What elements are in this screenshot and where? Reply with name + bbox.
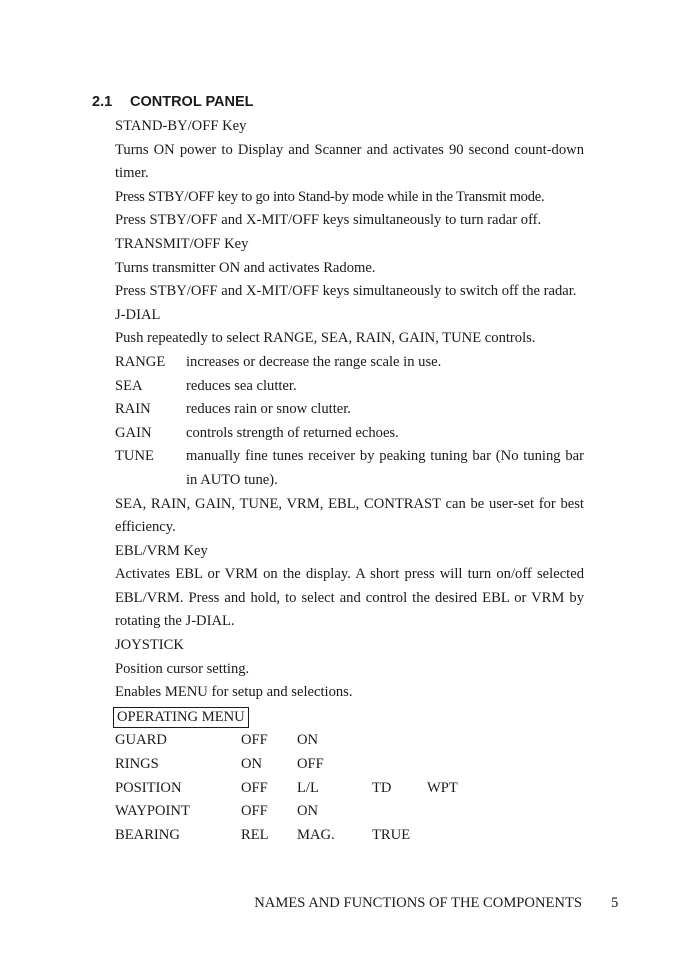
operating-menu-title: OPERATING MENU [113,707,249,728]
control-item [115,445,584,492]
section-number: 2.1 [92,94,113,110]
menu-option: TD [372,779,392,796]
section-title: CONTROL PANEL [130,94,254,110]
menu-option: ON [297,803,319,820]
control-name: RAIN [115,401,151,418]
control-name: TUNE [115,448,154,465]
jdial-heading: J-DIAL [115,306,161,323]
jdial-description: Push repeatedly to select RANGE, SEA, RAIN, GAIN, TUNE controls. [115,330,536,347]
menu-option: ON [297,732,319,749]
control-description: reduces rain or snow clutter. [186,401,351,418]
standby-description: Turns ON power to Display and Scanner and activates 90 second count-down timer. [115,141,584,182]
page-number: 5 [611,895,619,911]
menu-option [372,800,427,824]
transmit-description: Turns transmitter ON and activates Radome. [115,259,376,276]
control-item [115,398,584,422]
control-description: reduces sea clutter. [186,377,297,394]
menu-option [372,753,427,777]
menu-option [372,729,427,753]
ebl-vrm-key-heading: EBL/VRM Key [115,542,208,559]
user-settings-note: SEA, RAIN, GAIN, TUNE, VRM, EBL, CONTRAST can be user-set for best efficiency. [115,495,584,536]
menu-option [427,753,477,777]
control-description: increases or decrease the range scale in use. [186,353,442,370]
standby-instruction: Press STBY/OFF key to go into Stand-by mode while in the Transmit mode. [115,188,545,205]
ebl-vrm-description: Activates EBL or VRM on the display. A short press will turn on/off selected EBL/VRM. Press and hold, to select and control the desired EBL or VRM by rotating the J-DIAL. [115,566,584,630]
control-item [115,422,584,446]
control-list [115,351,584,493]
section-heading [92,92,254,112]
menu-item-name: RINGS [115,756,159,773]
menu-option: OFF [241,732,268,749]
menu-option: OFF [297,756,324,773]
menu-item-name: GUARD [115,732,167,749]
control-item [115,351,584,375]
menu-option: L/L [297,779,319,796]
radar-off-instruction: Press STBY/OFF and X-MIT/OFF keys simultaneously to turn radar off. [115,212,542,229]
joystick-menu-note: Enables MENU for setup and selections. [115,684,353,701]
menu-option [427,729,477,753]
joystick-heading: JOYSTICK [115,637,184,654]
menu-row-position [115,777,584,801]
menu-item-name: POSITION [115,779,182,796]
control-name: SEA [115,377,143,394]
menu-option [427,800,477,824]
control-name: GAIN [115,424,152,441]
control-name: RANGE [115,353,166,370]
menu-option [427,824,477,848]
footer-chapter-title: NAMES AND FUNCTIONS OF THE COMPONENTS [254,895,582,911]
menu-row-rings [115,753,584,777]
operating-menu-table [115,729,584,847]
menu-row-guard [115,729,584,753]
transmit-instruction: Press STBY/OFF and X-MIT/OFF keys simultaneously to switch off the radar. [115,283,577,300]
control-item [115,375,584,399]
menu-option: WPT [427,779,458,796]
joystick-description: Position cursor setting. [115,660,250,677]
menu-item-name: BEARING [115,826,180,843]
menu-option: OFF [241,803,268,820]
menu-option: REL [241,826,269,843]
menu-option: OFF [241,779,268,796]
standby-key-heading: STAND-BY/OFF Key [115,118,247,134]
menu-item-name: WAYPOINT [115,803,190,820]
menu-option: TRUE [372,826,411,843]
section-body [115,115,584,847]
transmit-key-heading: TRANSMIT/OFF Key [115,235,249,252]
menu-row-waypoint [115,800,584,824]
control-description: controls strength of returned echoes. [186,424,399,441]
menu-option: MAG. [297,826,335,843]
menu-row-bearing [115,824,584,848]
menu-option: ON [241,756,263,773]
control-description: manually fine tunes receiver by peaking tuning bar (No tuning bar in AUTO tune). [186,448,584,488]
